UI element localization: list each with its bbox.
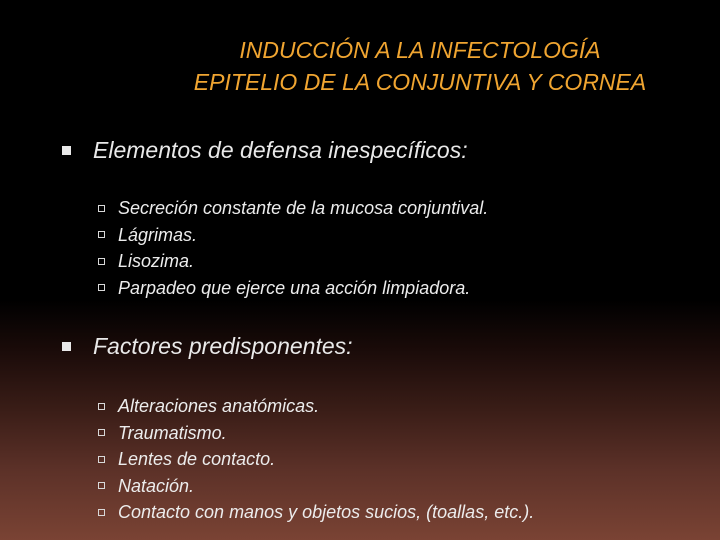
hollow-square-bullet-icon <box>98 284 105 291</box>
list-item-text: Lentes de contacto. <box>118 449 276 469</box>
list-item-text: Parpadeo que ejerce una acción limpiadora. <box>118 277 471 298</box>
title-line-1: INDUCCIÓN A LA INFECTOLOGÍA <box>239 37 601 63</box>
section-heading-label: Elementos de defensa inespecíficos: <box>93 137 468 163</box>
hollow-square-bullet-icon <box>98 205 105 212</box>
list-item <box>98 499 534 526</box>
list-item <box>98 248 488 275</box>
list-item <box>98 420 534 447</box>
list-item-text: Lágrimas. <box>118 224 198 245</box>
hollow-square-bullet-icon <box>98 231 105 238</box>
list-factores <box>98 393 534 526</box>
filled-square-bullet-icon <box>62 146 71 155</box>
list-item <box>98 222 488 249</box>
list-item <box>98 275 488 302</box>
list-item <box>98 393 534 420</box>
list-item <box>98 473 534 500</box>
list-item <box>98 446 534 473</box>
section-heading-defensa <box>62 136 468 164</box>
title-line-2: EPITELIO DE LA CONJUNTIVA Y CORNEA <box>193 69 647 95</box>
hollow-square-bullet-icon <box>98 509 105 516</box>
list-item-text: Traumatismo. <box>118 422 227 443</box>
hollow-square-bullet-icon <box>98 456 105 463</box>
list-item-text: Alteraciones anatómicas. <box>118 396 320 416</box>
list-item-text: Secreción constante de la mucosa conjuntival. <box>118 198 489 218</box>
list-item-text: Contacto con manos y objetos sucios, (toallas, etc.). <box>118 502 535 522</box>
section-heading-factores <box>62 332 353 360</box>
list-item-text: Natación. <box>118 475 195 496</box>
hollow-square-bullet-icon <box>98 403 105 410</box>
section-heading-label: Factores predisponentes: <box>93 333 353 359</box>
hollow-square-bullet-icon <box>98 258 105 265</box>
list-item-text: Lisozima. <box>118 251 195 271</box>
slide-title <box>120 34 720 98</box>
hollow-square-bullet-icon <box>98 482 105 489</box>
list-defensa <box>98 195 488 301</box>
list-item <box>98 195 488 222</box>
filled-square-bullet-icon <box>62 342 71 351</box>
hollow-square-bullet-icon <box>98 429 105 436</box>
